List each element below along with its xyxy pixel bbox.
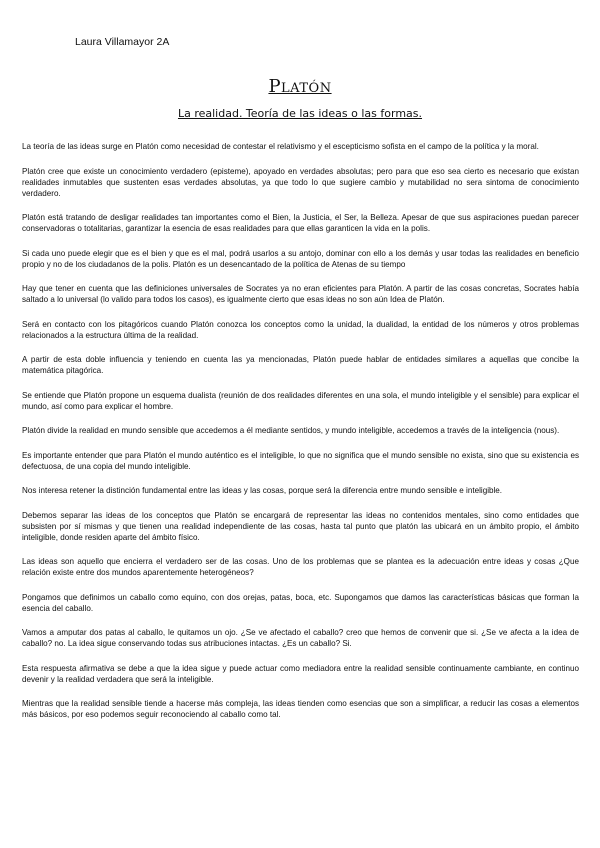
paragraph: La teoría de las ideas surge en Platón como necesidad de contestar el relativismo y el escepticismo sofista en el campo de la política y la moral.	[22, 142, 539, 151]
paragraph: Pongamos que definimos un caballo como equino, con dos orejas, patas, boca, etc. Supongamos que damos las características básicas que forman la esencia del caballo.	[22, 592, 579, 613]
paragraph: Platón cree que existe un conocimiento verdadero (episteme), apoyado en verdades absolutas; pero para que eso sea cierto es necesario que existan realidades inmutables que sustenten esas verdades absolutas, ya que todo lo que sugiere cambio y mutabilidad no sera sintoma de conocimiento verdadero.	[22, 166, 579, 198]
paragraph: Nos interesa retener la distinción fundamental entre las ideas y las cosas, porque será la diferencia entre mundo sensible e inteligible.	[22, 486, 503, 495]
paragraph: Vamos a amputar dos patas al caballo, le quitamos un ojo. ¿Se ve afectado el caballo? creo que hemos de convenir que si. ¿Se ve afecta a la idea de caballo? no. La idea sigue conservando todas sus atribuciones intactas. ¿Es un caballo? Si.	[22, 628, 579, 648]
paragraph: Las ideas son aquello que encierra el verdadero ser de las cosas. Uno de los problemas que se plantea es la adecuación entre ideas y cosas ¿Que relación existe entre dos mundos aparentemente heterogéneos?	[22, 557, 579, 577]
paragraph: Debemos separar las ideas de los conceptos que Platón se encargará de representar las ideas no contenidos mentales, sino como entidades que subsisten por sí mismas y que tienen una realidad independiente de las cosas, hasta tal punto que platón las ubicará en un ámbito propio, el ámbito inteligible, donde residen aparte del ámbito físico.	[22, 510, 579, 542]
document-title: Platón	[268, 76, 332, 97]
paragraph: Platón divide la realidad en mundo sensible que accedemos a él mediante sentidos, y mundo inteligible, accedemos a través de la inteligencia (nous).	[22, 426, 560, 435]
paragraph: Esta respuesta afirmativa se debe a que la idea sigue y puede actuar como mediadora entre la realidad sensible continuamente cambiante, en continuo devenir y la realidad verdadera que será la inteligible.	[22, 663, 579, 684]
author-name: Laura Villamayor 2A	[75, 36, 170, 48]
paragraph: Se entiende que Platón propone un esquema dualista (reunión de dos realidades diferentes en una sola, el mundo inteligible y el sensible) para explicar el mundo, así como para explicar el hombre.	[22, 390, 579, 411]
document-subtitle: La realidad. Teoría de las ideas o las formas.	[177, 107, 423, 120]
paragraph: Será en contacto con los pitagóricos cuando Platón conozca los conceptos como la unidad, la dualidad, la entidad de los números y otros problemas relacionados a la estructura última de la realidad.	[22, 319, 579, 340]
paragraph: Es importante entender que para Platón el mundo auténtico es el inteligible, lo que no significa que el mundo sensible no exista, sino que su existencia es defectuosa, de una copia del mundo inteligible.	[22, 450, 579, 471]
paragraph: Mientras que la realidad sensible tiende a hacerse más compleja, las ideas tienden como esencias que son a simplificar, a reducir las cosas a elementos más básicos, por eso podemos seguir reconociendo al caballo como tal.	[22, 699, 579, 719]
document-body	[22, 141, 579, 734]
paragraph: Si cada uno puede elegir que es el bien y que es el mal, podrá usarlos a su antojo, dominar con ello a los demás y usar todas las realidades en beneficio propio y no de los ciudadanos de la polis. Platón es un desencantado de la política de Atenas de su tiempo	[22, 248, 579, 269]
paragraph: Platón está tratando de desligar realidades tan importantes como el Bien, la Justicia, el Ser, la Belleza. Apesar de que sus aspiraciones puedan parecer conservadoras o totalitarias, garantizar la esencia de esas realidades para que ellas garanticen la vida en la polis.	[22, 213, 579, 233]
paragraph: Hay que tener en cuenta que las definiciones universales de Socrates ya no eran eficientes para Platón. A partir de las cosas concretas, Socrates había saltado a lo universal (lo valido para todos los casos), es igualmente cierto que esas ideas no son aún Idea de Platón.	[22, 284, 579, 304]
paragraph: A partir de esta doble influencia y teniendo en cuenta las ya mencionadas, Platón puede hablar de entidades similares a aquellas que concibe la matemática pitagórica.	[22, 355, 579, 375]
